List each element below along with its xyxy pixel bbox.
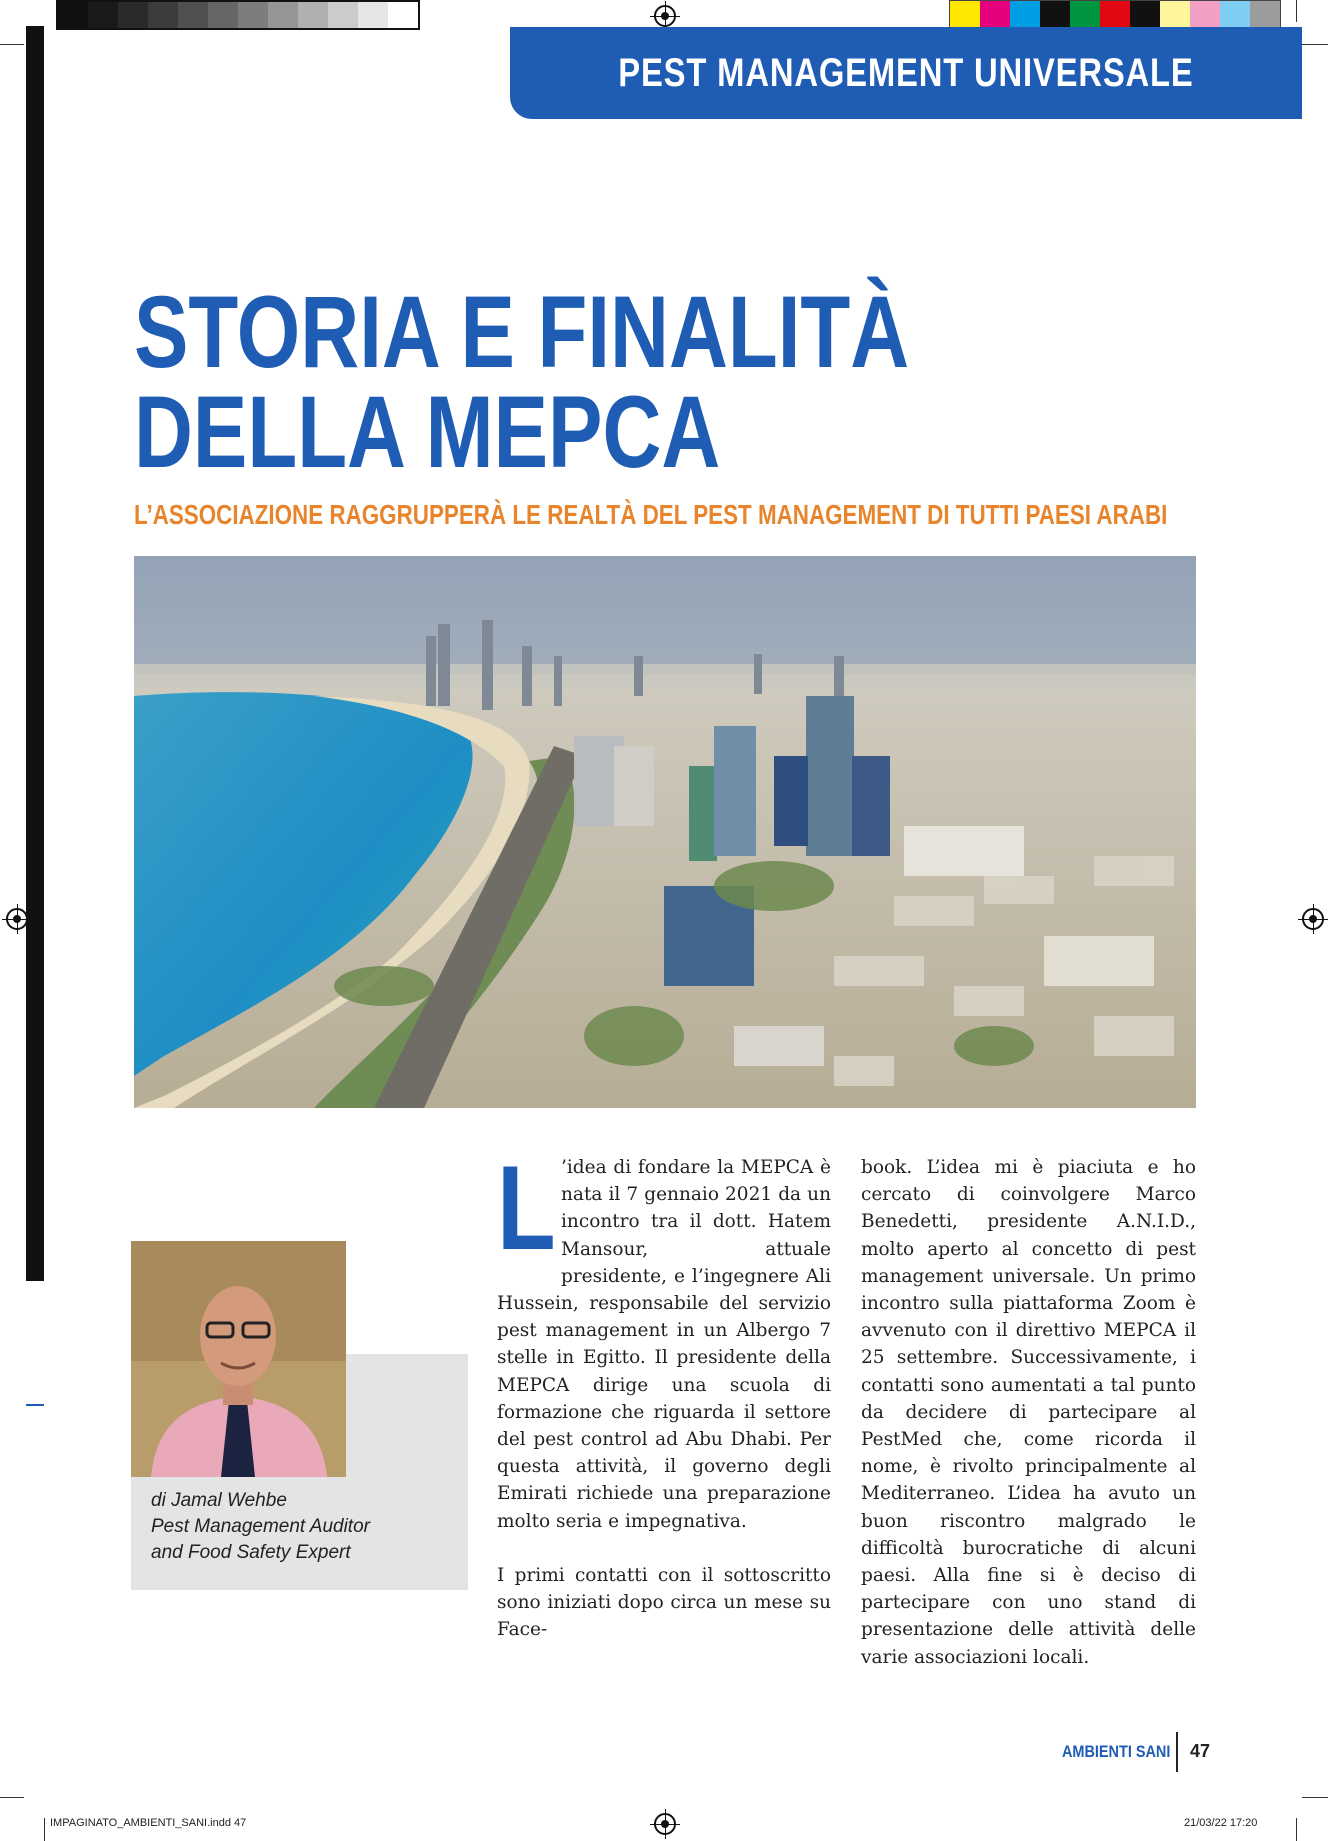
registration-mark-icon xyxy=(654,5,676,27)
author-name: di Jamal Wehbe xyxy=(151,1490,287,1511)
footer-divider xyxy=(1176,1732,1178,1772)
body-paragraph: I primi contatti con il sottoscritto sono iniziati dopo circa un mese su Face- xyxy=(497,1564,831,1641)
crop-mark xyxy=(1302,1797,1328,1798)
color-bar-strip xyxy=(949,0,1281,30)
article-column-1 xyxy=(497,1141,831,1643)
author-role: Pest Management Auditor xyxy=(151,1516,370,1537)
city-skyline-photo xyxy=(134,556,1196,1108)
article-column-2 xyxy=(861,1154,1196,1671)
magazine-name: AMBIENTI SANI xyxy=(1062,1742,1171,1761)
crop-mark xyxy=(44,1818,45,1841)
title-line-1: STORIA E FINALITÀ xyxy=(134,275,910,389)
drop-cap: L xyxy=(497,1141,556,1275)
binding-edge-bar xyxy=(26,26,44,1281)
crop-mark xyxy=(0,1797,24,1798)
registration-mark-icon xyxy=(1302,908,1324,930)
article-title xyxy=(134,275,910,489)
author-role-2: and Food Safety Expert xyxy=(151,1542,351,1563)
gray-scale-strip xyxy=(56,0,420,30)
registration-mark-icon xyxy=(6,908,28,930)
author-credit xyxy=(151,1488,451,1566)
crop-mark xyxy=(0,44,24,45)
body-paragraph: ’idea di fondare la MEPCA è nata il 7 gennaio 2021 da un incontro tra il dott. Hatem Mansour, attuale presidente, e l’ingegnere Ali Hussein, responsabile del servizio pest management in un Albergo 7 stelle in Egitto. Il presidente della MEPCA dirige una scuola di formazione che riguarda il settore del pest control ad Abu Dhabi. Per questa attività, il governo degli Emirati richiede una preparazione molto seria e impegnativa. xyxy=(497,1157,831,1532)
print-date: 21/03/22 17:20 xyxy=(1184,1817,1258,1829)
section-label: PEST MANAGEMENT UNIVERSALE xyxy=(618,50,1194,95)
body-paragraph: book. L’idea mi è piaciuta e ho cercato di coinvolgere Marco Benedetti, presidente A.N.I.D., molto aperto al concetto di pest management universale. Un primo incontro sulla piattaforma Zoom è avvenuto con il direttivo MEPCA il 25 settembre. Successivamente, i contatti sono aumentati a tal punto da decidere di partecipare al PestMed che, come ricorda il nome, è rivolto principalmente al Mediterraneo. L’idea ha avuto un buon riscontro malgrado le difficoltà burocratiche di alcuni paesi. Alla fine si è deciso di partecipare con uno stand di presentazione delle attività delle varie associazioni locali. xyxy=(861,1157,1196,1668)
author-photo xyxy=(131,1241,346,1477)
margin-marker xyxy=(26,1404,44,1406)
article-subtitle: L’ASSOCIAZIONE RAGGRUPPERÀ LE REALTÀ DEL PEST MANAGEMENT DI TUTTI PAESI ARABI xyxy=(134,499,1168,530)
section-header-tab xyxy=(510,27,1302,119)
crop-mark xyxy=(1296,1818,1297,1841)
page-number: 47 xyxy=(1190,1741,1211,1761)
crop-mark xyxy=(1302,44,1328,45)
title-line-2: DELLA MEPCA xyxy=(134,375,721,489)
crop-mark xyxy=(1296,0,1297,22)
file-slug: IMPAGINATO_AMBIENTI_SANI.indd 47 xyxy=(50,1817,247,1829)
registration-mark-icon xyxy=(654,1813,676,1835)
